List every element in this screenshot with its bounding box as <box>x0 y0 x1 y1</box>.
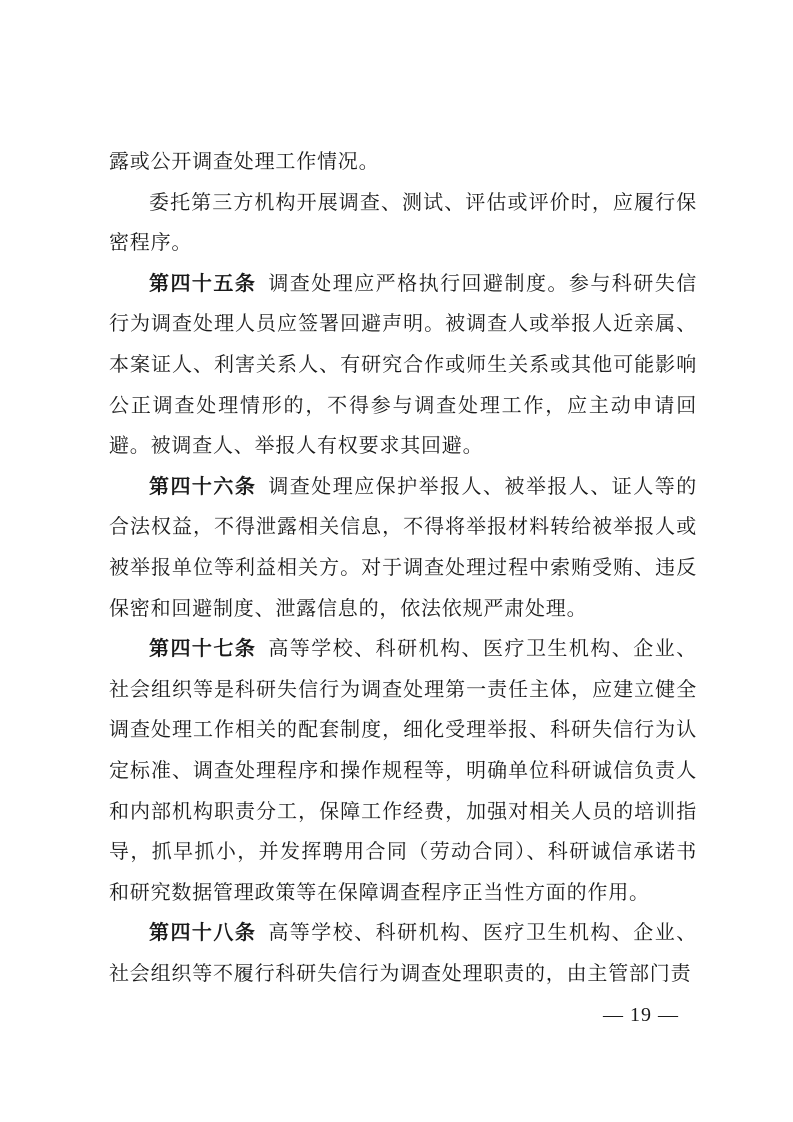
paragraph-continuation <box>109 141 697 182</box>
paragraph-text: 露或公开调查处理工作情况。 <box>109 149 380 173</box>
article-heading: 第四十六条 <box>149 473 257 498</box>
article-heading: 第四十五条 <box>149 270 257 295</box>
article-text: 高等学校、科研机构、医疗卫生机构、企业、社会组织等不履行科研失信行为调查处理职责的，由主管部门责 <box>109 920 698 985</box>
page-number: — 19 — <box>603 1004 679 1026</box>
article-47 <box>109 628 697 912</box>
article-text: 调查处理应严格执行回避制度。参与科研失信行为调查处理人员应签署回避声明。被调查人或举报人近亲属、本案证人、利害关系人、有研究合作或师生关系或其他可能影响公正调查处理情形的，不得参与调查处理工作，应主动申请回避。被调查人、举报人有权要求其回避。 <box>109 270 698 458</box>
article-heading: 第四十八条 <box>149 920 257 945</box>
article-text: 高等学校、科研机构、医疗卫生机构、企业、社会组织等是科研失信行为调查处理第一责任主体，应建立健全调查处理工作相关的配套制度，细化受理举报、科研失信行为认定标准、调查处理程序和操作规程等，明确单位科研诚信负责人和内部机构职责分工，保障工作经费，加强对相关人员的培训指导，抓早抓小，并发挥聘用合同（劳动合同）、科研诚信承诺书和研究数据管理政策等在保障调查程序正当性方面的作用。 <box>109 636 698 904</box>
article-48 <box>109 912 697 993</box>
paragraph-third-party-confidentiality <box>109 182 697 263</box>
article-heading: 第四十七条 <box>149 636 257 661</box>
article-45 <box>109 263 697 466</box>
article-46 <box>109 466 697 628</box>
paragraph-text: 委托第三方机构开展调查、测试、评估或评价时，应履行保密程序。 <box>109 189 697 255</box>
article-text: 调查处理应保护举报人、被举报人、证人等的合法权益，不得泄露相关信息，不得将举报材料转给被举报人或被举报单位等利益相关方。对于调查处理过程中索贿受贿、违反保密和回避制度、泄露信息的，依法依规严肃处理。 <box>109 473 698 620</box>
body-text <box>109 141 697 993</box>
